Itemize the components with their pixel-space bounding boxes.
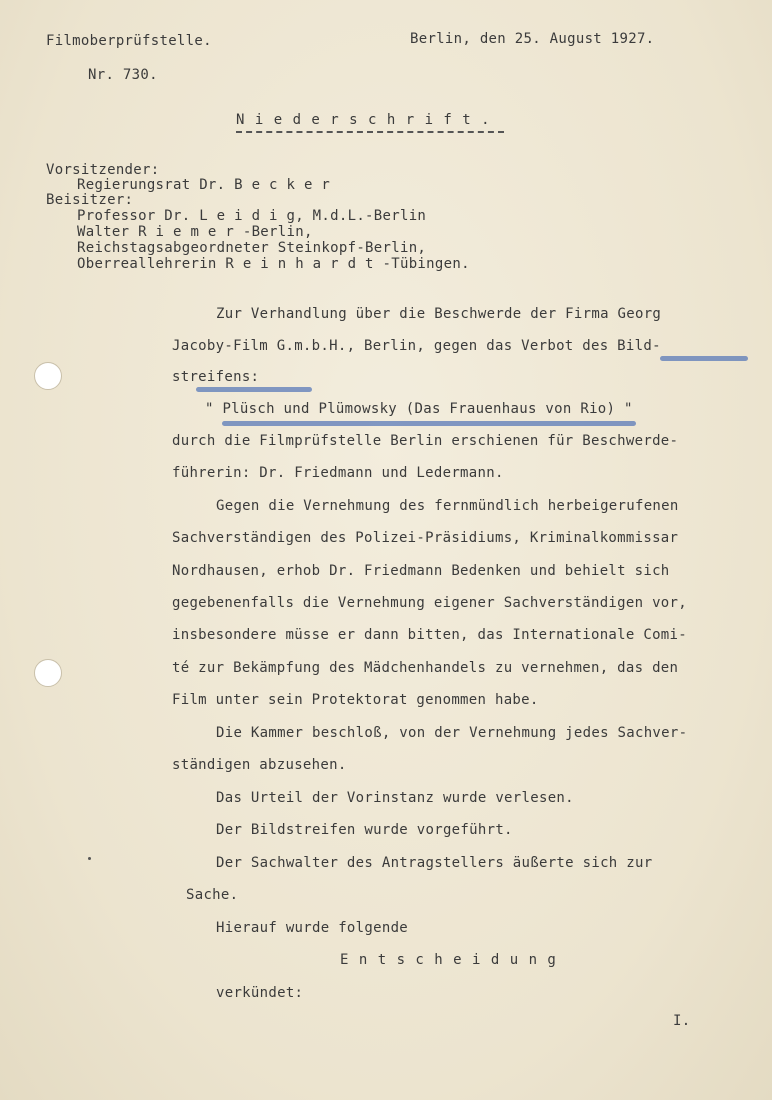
highlight-mark (196, 387, 312, 392)
office-name: Filmoberprüfstelle. (46, 33, 212, 49)
highlight-mark (660, 356, 748, 361)
assessors-label: Beisitzer: (46, 192, 134, 208)
body-line: Das Urteil der Vorinstanz wurde verlesen. (216, 790, 574, 806)
body-line: Jacoby-Film G.m.b.H., Berlin, gegen das Verbot des Bild- (172, 338, 661, 354)
body-line: durch die Filmprüfstelle Berlin erschienen für Beschwerde- (172, 433, 679, 449)
title-underline (236, 131, 504, 133)
body-line: streifens: (172, 369, 260, 385)
body-line: ständigen abzusehen. (172, 757, 347, 773)
body-line: Film unter sein Protektorat genommen habe. (172, 692, 539, 708)
assessor-line: Professor Dr. L e i d i g, M.d.L.-Berlin (77, 208, 427, 224)
document-number: Nr. 730. (88, 67, 158, 83)
body-line: Hierauf wurde folgende (216, 920, 409, 936)
assessor-line: Reichstagsabgeordneter Steinkopf-Berlin, (77, 240, 427, 256)
chair-label: Vorsitzender: (46, 162, 160, 178)
decision-heading: E n t s c h e i d u n g (340, 952, 557, 968)
body-line: Der Sachwalter des Antragstellers äußerte sich zur (216, 855, 653, 871)
body-line: Die Kammer beschloß, von der Vernehmung jedes Sachver- (216, 725, 688, 741)
announced-line: verkündet: (216, 985, 304, 1001)
highlight-mark (222, 421, 636, 426)
document-title: N i e d e r s c h r i f t . (236, 112, 491, 128)
body-line: Sache. (186, 887, 239, 903)
assessor-line: Walter R i e m e r -Berlin, (77, 224, 313, 240)
punch-hole-top (34, 362, 62, 390)
body-line: insbesondere müsse er dann bitten, das Internationale Comi- (172, 627, 687, 643)
ink-dot (88, 857, 91, 860)
body-line: Gegen die Vernehmung des fernmündlich herbeigerufenen (216, 498, 679, 514)
body-line: Sachverständigen des Polizei-Präsidiums, Kriminalkommissar (172, 530, 679, 546)
body-line: führerin: Dr. Friedmann und Ledermann. (172, 465, 504, 481)
body-line: Zur Verhandlung über die Beschwerde der Firma Georg (216, 306, 662, 322)
body-line: Nordhausen, erhob Dr. Friedmann Bedenken und behielt sich (172, 563, 670, 579)
place-date: Berlin, den 25. August 1927. (410, 31, 655, 47)
assessor-line: Oberreallehrerin R e i n h a r d t -Tübingen. (77, 256, 470, 272)
punch-hole-bottom (34, 659, 62, 687)
page-marker: I. (673, 1013, 691, 1029)
film-title-line: " Plüsch und Plümowsky (Das Frauenhaus von Rio) " (205, 401, 633, 417)
body-line: gegebenenfalls die Vernehmung eigener Sachverständigen vor, (172, 595, 687, 611)
chair-name: Regierungsrat Dr. B e c k e r (77, 177, 331, 193)
body-line: Der Bildstreifen wurde vorgeführt. (216, 822, 513, 838)
body-line: té zur Bekämpfung des Mädchenhandels zu vernehmen, das den (172, 660, 679, 676)
